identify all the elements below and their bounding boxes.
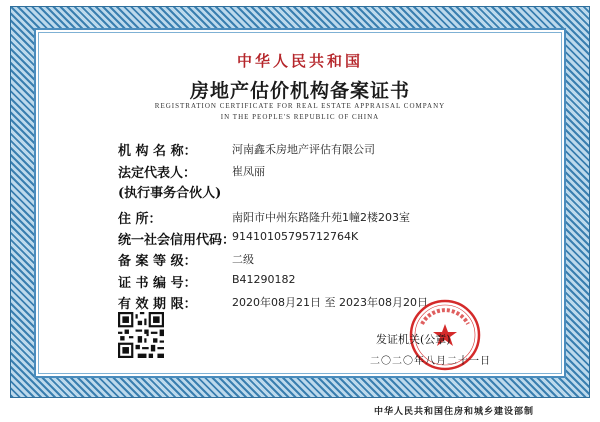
qr-code-icon[interactable] <box>118 312 164 358</box>
field-legal-rep <box>118 162 538 180</box>
field-grade <box>118 250 538 268</box>
certificate-title: 房地产估价机构备案证书 <box>189 80 410 102</box>
field-credit-code <box>118 229 538 247</box>
org-name-value: 河南鑫禾房地产评估有限公司 <box>232 143 375 156</box>
cert-no-value: B41290182 <box>232 273 296 286</box>
address-label: 住 所： <box>118 212 162 227</box>
field-address <box>118 208 538 226</box>
legal-rep-sub-label: (执行事务合伙人) <box>118 186 222 201</box>
grade-value: 二级 <box>232 253 254 266</box>
country-title: 中华人民共和国 <box>236 52 363 70</box>
legal-rep-label: 法定代表人： <box>118 166 197 181</box>
english-title-line2: IN THE PEOPLE'S REPUBLIC OF CHINA <box>220 113 380 121</box>
address-value: 南阳市中州东路隆升苑1幢2楼203室 <box>232 211 410 224</box>
ministry-credit: 中华人民共和国住房和城乡建设部制 <box>374 407 535 417</box>
field-cert-no <box>118 272 538 290</box>
org-name-label: 机 构 名 称： <box>118 144 197 159</box>
credit-code-value: 91410105795712764K <box>232 230 359 243</box>
english-title-line1: REGISTRATION CERTIFICATE FOR REAL ESTATE APPRAISAL COMPANY <box>154 102 446 110</box>
issue-date: 二〇二〇年八月二十一日 <box>370 356 491 367</box>
credit-code-label: 统一社会信用代码： <box>118 233 236 248</box>
cert-no-label: 证 书 编 号： <box>118 276 197 291</box>
certificate-content <box>38 32 562 374</box>
grade-label: 备 案 等 级： <box>118 254 197 269</box>
issuing-authority: 发证机关(公章) <box>376 333 451 346</box>
field-org-name <box>118 140 538 158</box>
validity-label: 有 效 期 限： <box>118 297 197 312</box>
legal-rep-value: 崔凤丽 <box>232 165 265 178</box>
field-legal-rep-sub <box>118 182 538 200</box>
validity-value: 2020年08月21日 至 2023年08月20日 <box>232 296 428 309</box>
